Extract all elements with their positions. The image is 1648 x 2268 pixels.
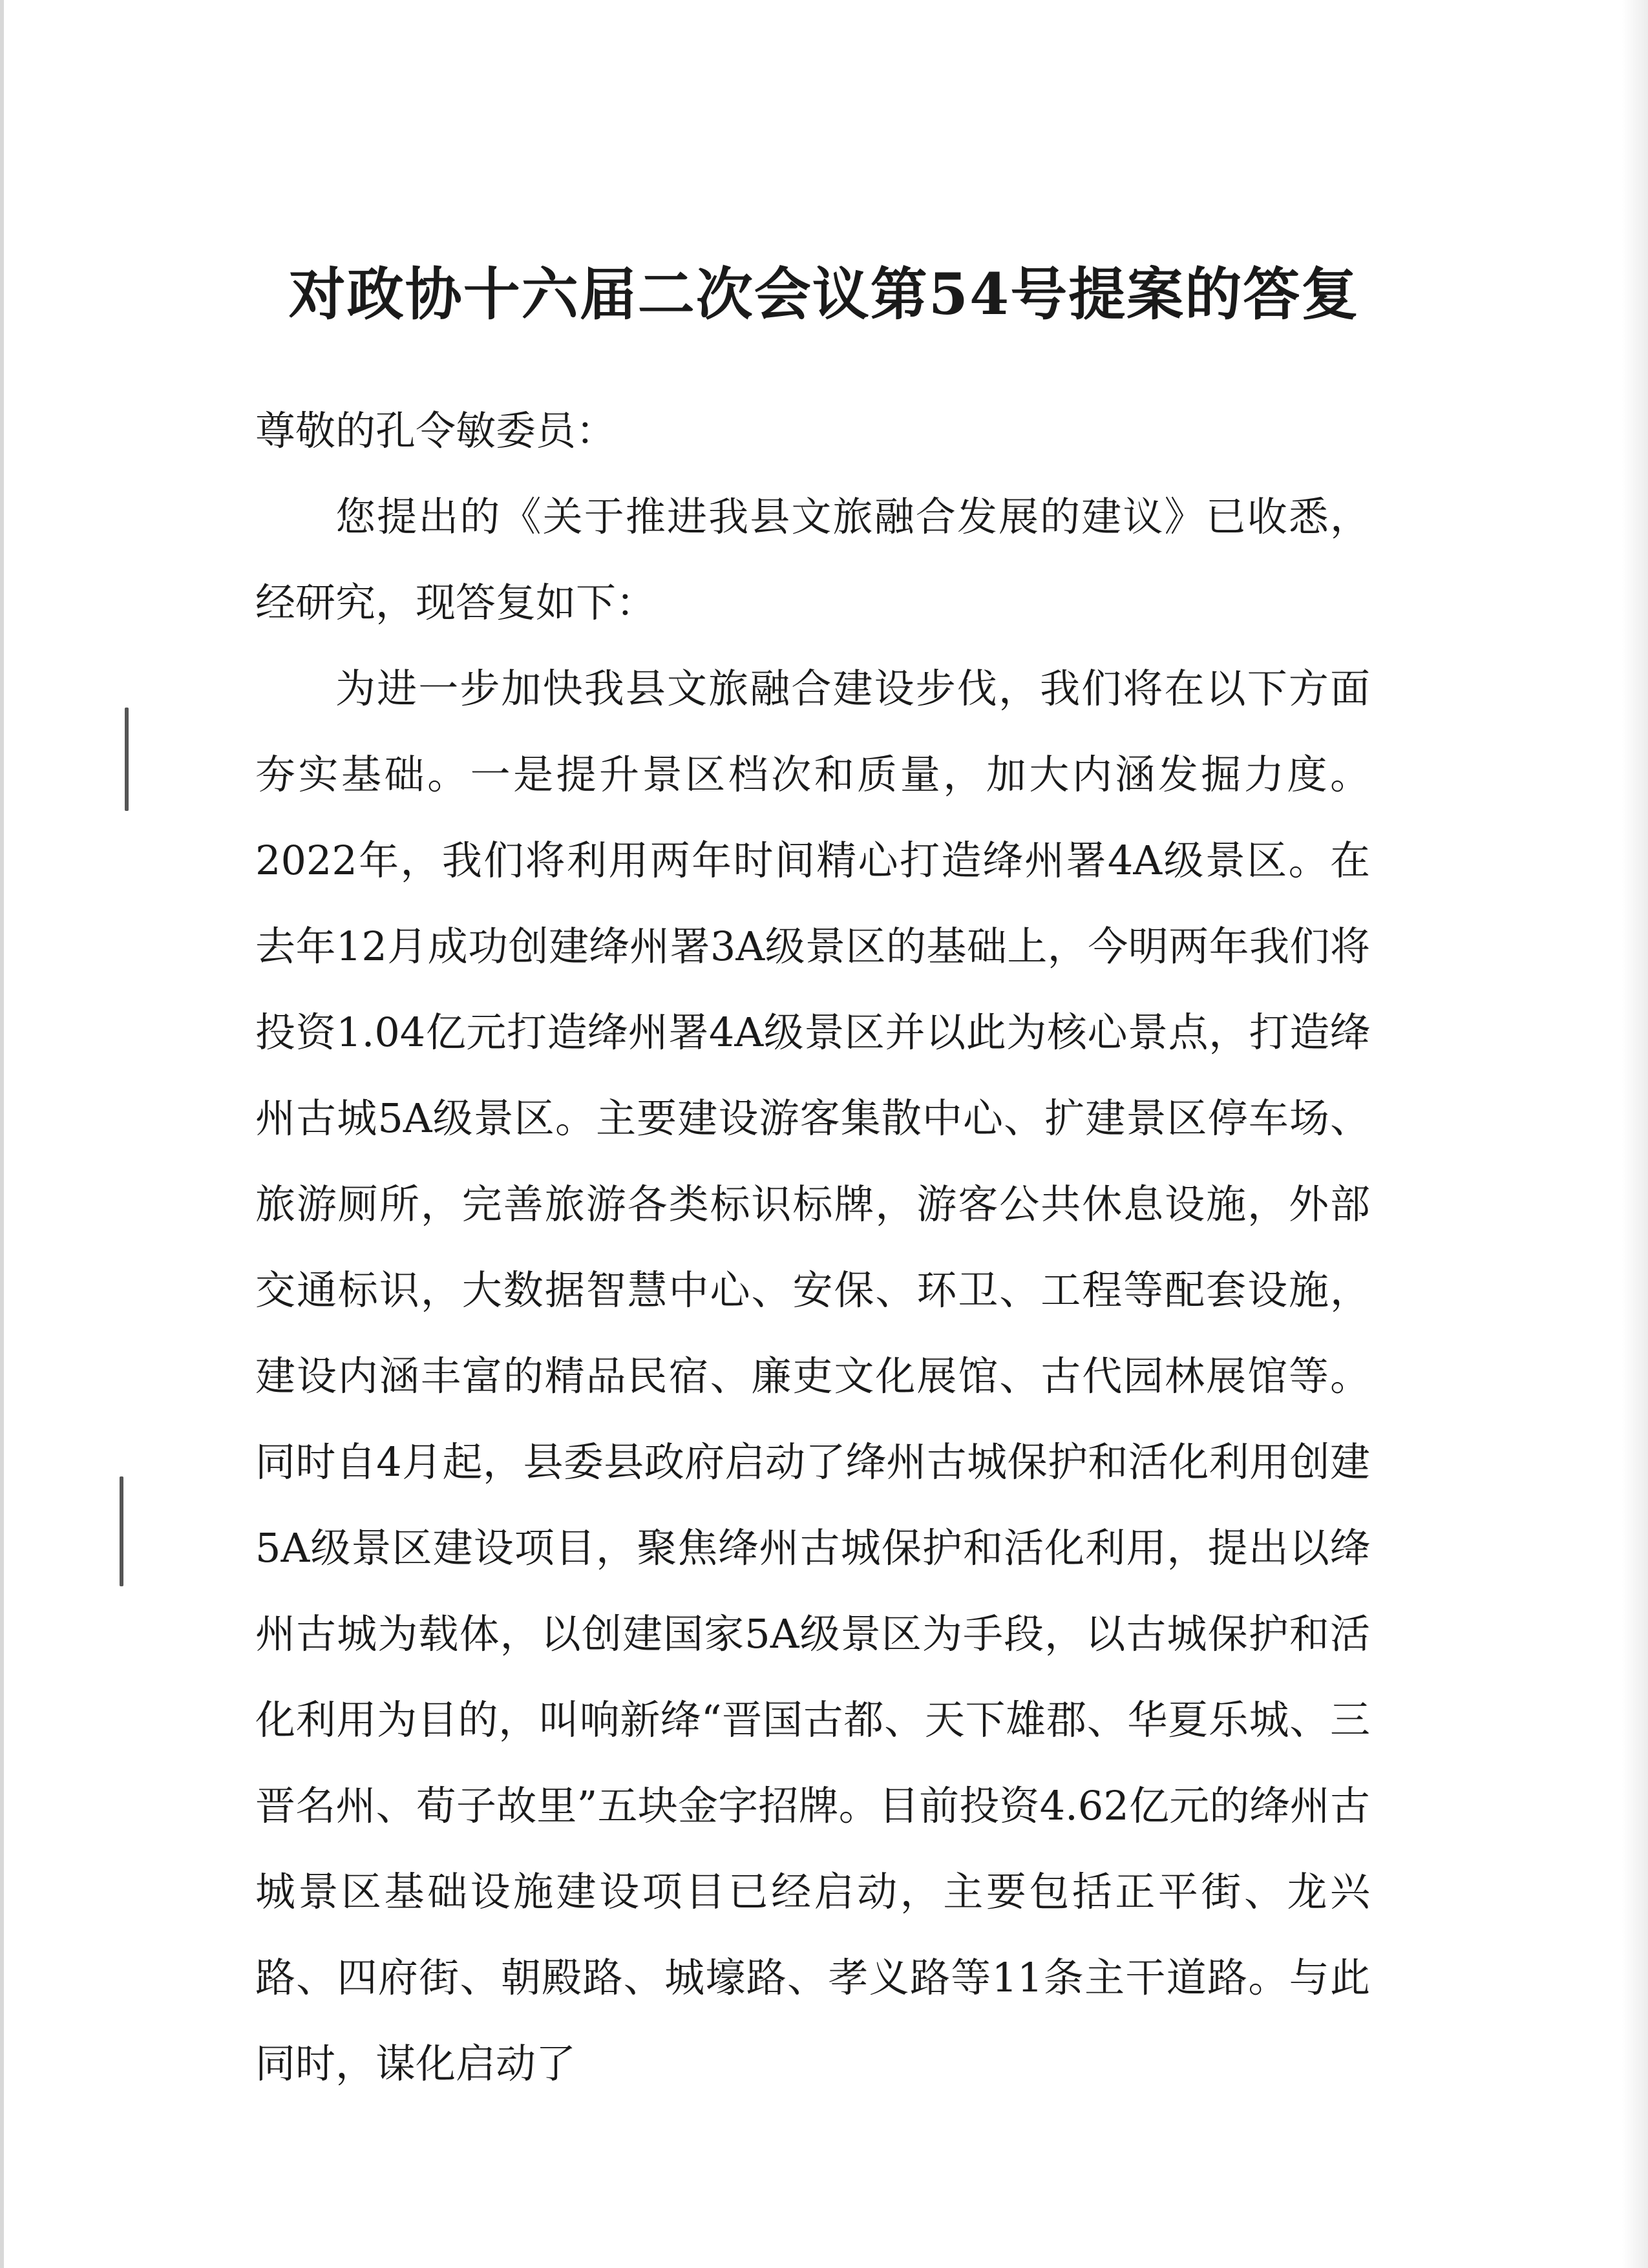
binding-mark — [125, 708, 129, 811]
page-edge — [0, 0, 4, 2268]
scan-shadow — [1622, 0, 1648, 2268]
document-body — [255, 388, 1370, 2106]
document-title: 对政协十六届二次会议第54号提案的答复 — [288, 260, 1360, 328]
paragraph-measures: 为进一步加快我县文旅融合建设步伐，我们将在以下方面夯实基础。一是提升景区档次和质量，加大内涵发掘力度。2022年，我们将利用两年时间精心打造绛州署4A级景区。在去年12月成功创建绛州署3A级景区的基础上，今明两年我们将投资1.04亿元打造绛州署4A级景区并以此为核心景点，打造绛州古城5A级景区。主要建设游客集散中心、扩建景区停车场、旅游厕所，完善旅游各类标识标牌，游客公共休息设施，外部交通标识，大数据智慧中心、安保、环卫、工程等配套设施，建设内涵丰富的精品民宿、廉吏文化展馆、古代园林展馆等。同时自4月起，县委县政府启动了绛州古城保护和活化利用创建5A级景区建设项目，聚焦绛州古城保护和活化利用，提出以绛州古城为载体，以创建国家5A级景区为手段，以古城保护和活化利用为目的，叫响新绛“晋国古都、天下雄郡、华夏乐城、三晋名州、荀子故里”五块金字招牌。目前投资4.62亿元的绛州古城景区基础设施建设项目已经启动，主要包括正平街、龙兴路、四府街、朝殿路、城壕路、孝义路等11条主干道路。与此同时，谋化启动了 — [255, 665, 1370, 2087]
salutation: 尊敬的孔令敏委员： — [255, 407, 617, 454]
binding-mark — [120, 1476, 123, 1586]
paragraph-acknowledgement: 您提出的《关于推进我县文旅融合发展的建议》已收悉，经研究，现答复如下： — [255, 493, 1370, 626]
